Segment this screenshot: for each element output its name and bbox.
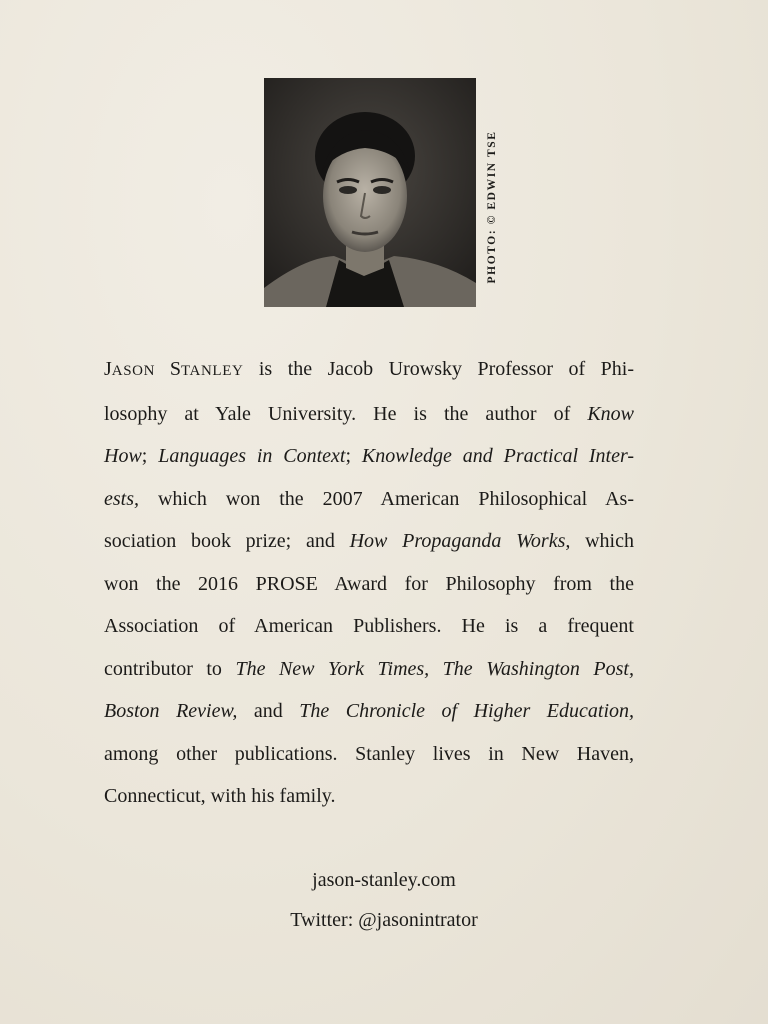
bio-line-3 <box>104 435 634 478</box>
bio-line-4-text: which won the 2007 American Philosophical As- <box>139 487 634 510</box>
bio-title-knowledge-part1: Knowledge and Practical Inter- <box>361 445 635 467</box>
bio-publications-nyt-wapo: The New York Times, The Washington Post, <box>235 657 634 680</box>
author-links <box>0 860 768 940</box>
bio-line-1-text: is the Jacob Urowsky Professor of Phi- <box>243 358 634 380</box>
twitter-handle[interactable]: Twitter: @jasonintrator <box>290 909 478 931</box>
bio-name-initial-j: J <box>104 358 112 380</box>
bio-title-know-how-part1: Know <box>587 402 634 425</box>
bio-title-how-propaganda-works: How Propaganda Works, <box>349 530 571 552</box>
bio-separator-1: ; <box>141 445 159 467</box>
photo-credit <box>480 102 504 312</box>
photo-credit-text: PHOTO: © EDWIN TSE <box>486 130 498 284</box>
bio-publication-chronicle: The Chronicle of Higher Education, <box>299 700 634 722</box>
bio-line-1 <box>104 348 634 393</box>
bio-line-10: among other publications. Stanley lives in New Haven, <box>104 742 634 765</box>
bio-separator-2: ; <box>345 445 362 467</box>
bio-title-languages-in-context: Languages in Context <box>158 445 346 467</box>
bio-publication-boston-review: Boston Review, <box>104 700 238 722</box>
bio-title-knowledge-part2: ests, <box>104 487 139 510</box>
bio-line-8-text: contributor to <box>104 657 236 680</box>
bio-name-initial-s: S <box>169 358 181 380</box>
bio-line-6: won the 2016 PROSE Award for Philosophy from the <box>104 572 634 595</box>
website-link[interactable]: jason-stanley.com <box>312 869 456 891</box>
bio-name-ason: ASON <box>111 363 170 379</box>
bio-name-tanley: TANLEY <box>181 363 244 379</box>
bio-line-2-text: losophy at Yale University. He is the author of <box>104 402 588 425</box>
bio-line-2 <box>104 393 634 436</box>
bio-line-5 <box>104 520 634 563</box>
author-bio <box>104 348 634 818</box>
bio-line-9-and: and <box>237 700 300 722</box>
bio-line-5-text: sociation book prize; and <box>104 530 350 552</box>
bio-line-7: Association of American Publishers. He is a frequent <box>104 615 634 637</box>
bio-line-4 <box>104 478 634 521</box>
bio-line-11: Connecticut, with his family. <box>104 785 336 807</box>
author-photo <box>264 78 476 307</box>
bio-title-know-how-part2: How <box>104 445 142 467</box>
bio-line-5-end: which <box>570 530 634 552</box>
bio-line-8 <box>104 648 634 691</box>
bio-line-9 <box>104 690 634 733</box>
